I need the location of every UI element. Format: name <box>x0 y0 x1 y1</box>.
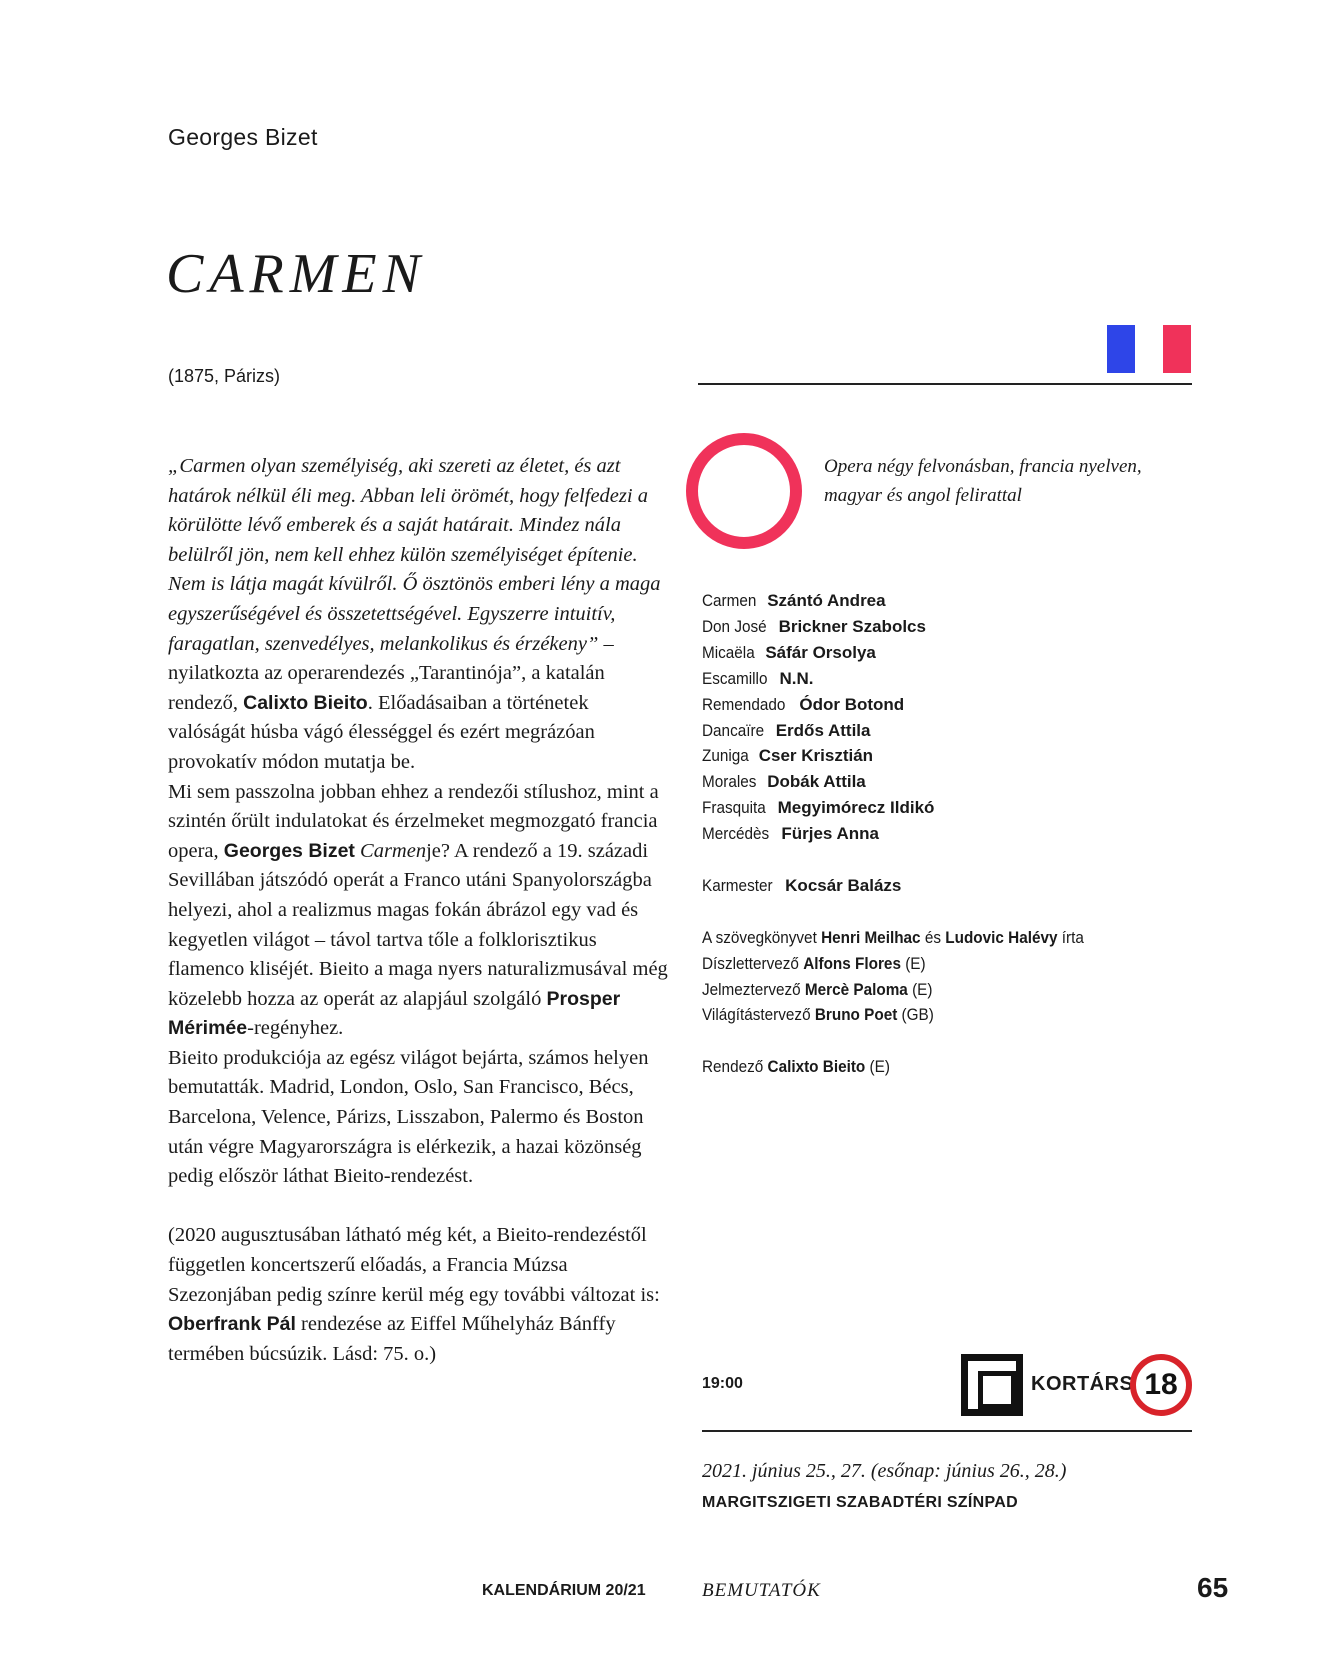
age-limit-badge: 18 <box>1130 1354 1192 1416</box>
cast-row: Don José Brickner Szabolcs <box>702 616 926 636</box>
opera-title: CARMEN <box>166 243 426 305</box>
footer-section: BEMUTATÓK <box>702 1580 821 1601</box>
cast-row: Zuniga Cser Krisztián <box>702 746 874 766</box>
top-divider <box>698 383 1192 385</box>
director-row: Rendező Calixto Bieito (E) <box>702 1057 890 1077</box>
crew-row: Világítástervező Bruno Poet (GB) <box>702 1005 934 1025</box>
footer-publication: KALENDÁRIUM 20/21 <box>482 1582 646 1599</box>
bottom-divider <box>702 1430 1192 1432</box>
oberfrank-name-bold: Oberfrank Pál <box>168 1313 296 1336</box>
cast-row: Frasquita Megyimórecz Ildikó <box>702 798 935 818</box>
description-paragraph-1: „Carmen olyan személyiség, aki szereti az életet, és azt határok nélkül éli meg. Abban leli örömét, hogy felfedezi a körülötte lévő emberek és a saját határait. Mindez nála belülről jön, nem kell ehhez külön személyiséget építenie. Nem is látja magát kívülről. Ő ösztönös emberi lény a maga egyszerűségével és összetettségével. Egyszerre intuitív, faragatlan, szenvedélyes, melankolikus és érzékeny” – nyilatkozta az operarendezés „Tarantinója”, a katalán rendező, Calixto Bieito. Előadásaiban a történetek valóságát húsba vágó élességgel és ezért megrázóan provokatív módon mutatja be. <box>168 455 661 773</box>
description-paragraph-4: (2020 augusztusában látható még két, a Bieito-rendezéstől független koncertszerű előadás, a Francia Múzsa Szezonjában pedig színre kerül még egy további változat is: Oberfrank Pál rendezése az Eiffel Műhelyház Bánffy termében búcsúzik. Lásd: 75. o.) <box>168 1224 660 1365</box>
conductor-row: Karmester Kocsár Balázs <box>702 875 902 895</box>
flag-blue-stripe <box>1107 325 1135 373</box>
performance-time: 19:00 <box>702 1375 743 1392</box>
cast-row: Escamillo N.N. <box>702 668 814 688</box>
cast-row: Remendado Ódor Botond <box>702 694 905 714</box>
description-paragraph-2: Mi sem passzolna jobban ehhez a rendezői stílushoz, mint a szintén őrült indulatokat és érzelmeket megmozgató francia opera, Georges Bizet Carmenje? A rendező a 19. századi Sevillában játszódó operát a Franco utáni Spanyolországba helyezi, ahol a realizmus magas fokán ábrázol egy vad és kegyetlen világot – távol tartva tőle a folklorisztikus flamenco kliséjét. Bieito a maga nyers naturalizmusával még közelebb hozza az operát az alapjául szolgáló Prosper Mérimée-regényhez. <box>168 780 668 1040</box>
libretto-row: A szövegkönyvet Henri Meilhac és Ludovic Halévy írta <box>702 927 1084 947</box>
genre-description: Opera négy felvonásban, francia nyelven, magyar és angol felirattal <box>824 456 1142 506</box>
page-number: 65 <box>1197 1572 1229 1603</box>
crew-row: Jelmeztervező Mercè Paloma (E) <box>702 979 933 999</box>
venue-label: KORTÁRS <box>1031 1373 1134 1395</box>
premiere-info: (1875, Párizs) <box>168 366 281 386</box>
french-flag-icon <box>1107 325 1191 373</box>
credits-list <box>702 588 1202 1080</box>
director-quote: „Carmen olyan személyiség, aki szereti az életet, és azt határok nélkül éli meg. Abban leli örömét, hogy felfedezi a körülötte lévő emberek és a saját határait. Mindez nála belülről jön, nem kell ehhez külön személyiséget építenie. Nem is látja magát kívülről. Ő ösztönös emberi lény a maga egyszerűségével és összetettségével. Egyszerre intuitív, faragatlan, szenvedélyes, melankolikus és érzékeny” <box>168 455 661 655</box>
description-paragraph-3: Bieito produkciója az egész világot bejárta, számos helyen bemutatták. Madrid, London, Oslo, San Francisco, Bécs, Barcelona, Velence, Párizs, Lisszabon, Palermo és Boston után végre Magyarországra is elérkezik, a hazai közönség pedig először láthat Bieito-rendezést. <box>168 1046 649 1188</box>
venue-square-icon <box>961 1354 1023 1416</box>
crew-row: Díszlettervező Alfons Flores (E) <box>702 953 926 973</box>
cast-row: Morales Dobák Attila <box>702 772 866 792</box>
performance-location: MARGITSZIGETI SZABADTÉRI SZÍNPAD <box>702 1494 1018 1511</box>
novelist-name-bold: Prosper Mérimée <box>168 987 621 1040</box>
cast-row: Carmen Szántó Andrea <box>702 591 886 610</box>
composer-name-bold: Georges Bizet <box>223 839 355 862</box>
cast-row: Micaëla Sáfár Orsolya <box>702 642 876 662</box>
cast-row: Mercédès Fürjes Anna <box>702 824 879 844</box>
director-name-bold: Calixto Bieito <box>243 691 368 714</box>
opera-name-italic: Carmen <box>360 839 427 862</box>
ring-icon <box>686 433 802 549</box>
cast-row: Dancaïre Erdős Attila <box>702 720 871 740</box>
composer-name: Georges Bizet <box>168 124 318 150</box>
flag-red-stripe <box>1163 325 1191 373</box>
description-column <box>168 452 668 1369</box>
performance-dates: 2021. június 25., 27. (esőnap: június 26., 28.) <box>702 1460 1067 1482</box>
